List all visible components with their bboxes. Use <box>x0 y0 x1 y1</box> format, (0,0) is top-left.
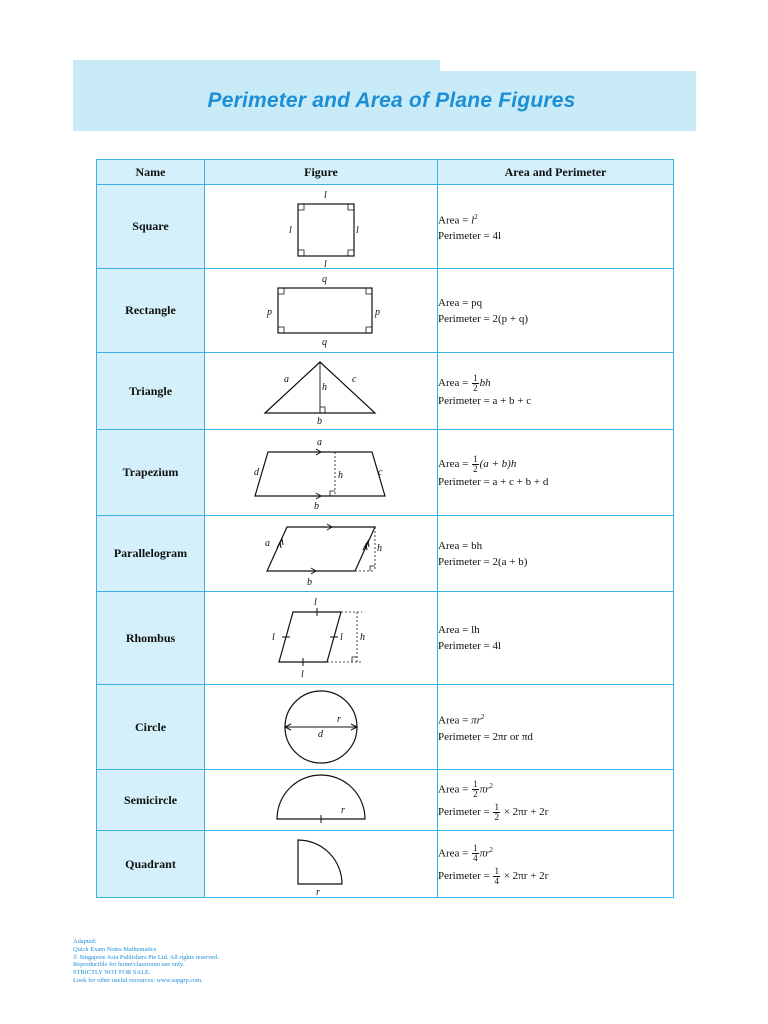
figure-trapezium <box>205 430 438 516</box>
shape-name: Quadrant <box>97 831 205 898</box>
area-formula: Area = $\pi r^2$ <box>438 713 485 727</box>
footer-line: STRICTLY NOT FOR SALE. <box>73 969 151 977</box>
table-row-rhombus <box>97 592 674 685</box>
label-r: r <box>337 714 341 725</box>
label-h: h <box>322 382 327 393</box>
label-c: c <box>378 466 383 478</box>
header-area-perimeter: Area and Perimeter <box>438 160 674 185</box>
header-row <box>97 160 674 185</box>
label-a: a <box>284 374 289 385</box>
label-a: a <box>317 436 322 448</box>
header-name: Name <box>97 160 205 185</box>
area-formula: Area = $\frac{1}{2}$ $\pi r^2$ <box>438 779 493 800</box>
label-right: p <box>375 306 380 318</box>
label-mid: l <box>340 632 343 643</box>
shape-name: Circle <box>97 685 205 770</box>
table-row-semicircle <box>97 770 674 831</box>
area-formula: Area = $l^2$ <box>438 212 478 227</box>
page-title: Perimeter and Area of Plane Figures <box>207 89 576 112</box>
formula-quadrant <box>438 831 674 898</box>
table-row-triangle <box>97 353 674 430</box>
formula-trapezium <box>438 430 674 516</box>
title-banner <box>73 71 696 131</box>
perimeter-formula: Perimeter = 2(p + q) <box>438 312 528 325</box>
perimeter-formula: Perimeter = 4l <box>438 640 502 652</box>
label-bottom: l <box>324 258 327 267</box>
perimeter-formula: Perimeter = 2πr or πd <box>438 730 533 743</box>
figure-quadrant <box>205 831 438 898</box>
label-d: d <box>318 729 323 740</box>
perimeter-formula: Perimeter = 4l <box>438 230 502 243</box>
footer-line: Quick Exam Notes Mathematics <box>73 945 157 953</box>
area-formula: Area = lh <box>438 624 480 636</box>
perimeter-formula: Perimeter = 2(a + b) <box>438 555 528 568</box>
figure-triangle <box>205 353 438 430</box>
label-b: b <box>314 500 319 512</box>
trapezium-diagram <box>246 433 396 513</box>
figure-parallelogram <box>205 516 438 592</box>
label-bottom: l <box>301 669 304 680</box>
label-r: r <box>341 805 345 816</box>
label-b: b <box>317 416 322 426</box>
formula-semicircle <box>438 770 674 831</box>
footer-credits <box>73 938 219 985</box>
label-h: h <box>338 469 343 481</box>
triangle-diagram <box>251 356 391 426</box>
figure-rhombus <box>205 592 438 685</box>
footer-line: Reproducible for home/classroom use only. <box>73 961 185 969</box>
formula-triangle <box>438 353 674 430</box>
label-left: l <box>289 224 292 236</box>
shape-name: Parallelogram <box>97 516 205 592</box>
shape-name: Semicircle <box>97 770 205 831</box>
table-row-square <box>97 185 674 269</box>
label-top: l <box>324 189 327 201</box>
perimeter-formula: Perimeter = $\frac{1}{4}$ × 2πr + 2r <box>438 866 549 887</box>
footer-line: © Singapore Asia Publishers Pte Ltd. All rights reserved. <box>73 953 219 961</box>
table-row-quadrant <box>97 831 674 898</box>
formula-table <box>96 159 674 898</box>
footer-line: Look for other useful resources: www.sapgrp.com. <box>73 976 203 984</box>
label-left: l <box>272 632 275 643</box>
footer-line: Adapted: <box>73 938 97 945</box>
figure-rectangle <box>205 269 438 353</box>
area-formula: Area = $\frac{1}{2}$ (a + b)h <box>438 454 517 474</box>
label-h: h <box>377 542 382 554</box>
label-c: c <box>352 374 357 385</box>
rhombus-diagram <box>251 594 391 682</box>
shape-name: Rhombus <box>97 592 205 685</box>
quadrant-diagram <box>286 832 356 896</box>
label-bottom: q <box>322 336 327 348</box>
rectangle-diagram <box>251 273 391 349</box>
area-formula: Area = bh <box>438 539 483 552</box>
label-a: a <box>265 537 270 549</box>
label-top: q <box>322 273 327 285</box>
parallelogram-diagram <box>251 518 391 590</box>
label-b: b <box>307 576 312 588</box>
formula-circle <box>438 685 674 770</box>
table-row-rectangle <box>97 269 674 353</box>
label-top: l <box>314 597 317 608</box>
shape-name: Trapezium <box>97 430 205 516</box>
figure-circle <box>205 685 438 770</box>
perimeter-formula: Perimeter = a + c + b + d <box>438 476 549 488</box>
shape-name: Triangle <box>97 353 205 430</box>
semicircle-diagram <box>261 771 381 829</box>
formula-parallelogram <box>438 516 674 592</box>
table-row-trapezium <box>97 430 674 516</box>
shape-name: Square <box>97 185 205 269</box>
formula-rhombus <box>438 592 674 685</box>
figure-semicircle <box>205 770 438 831</box>
perimeter-formula: Perimeter = a + b + c <box>438 394 532 407</box>
table-row-parallelogram <box>97 516 674 592</box>
header-figure: Figure <box>205 160 438 185</box>
table-row-circle <box>97 685 674 770</box>
formula-rectangle <box>438 269 674 353</box>
label-r: r <box>316 887 320 896</box>
square-diagram <box>261 187 381 267</box>
area-formula: Area = $\frac{1}{4}$ $\pi r^2$ <box>438 843 493 864</box>
label-left: p <box>267 306 272 318</box>
label-d: d <box>254 466 259 478</box>
circle-diagram <box>271 686 371 768</box>
area-formula: Area = pq <box>438 296 483 309</box>
label-h: h <box>360 632 365 643</box>
figure-square <box>205 185 438 269</box>
label-right: l <box>356 224 359 236</box>
perimeter-formula: Perimeter = $\frac{1}{2}$ × 2πr + 2r <box>438 802 549 823</box>
area-formula: Area = $\frac{1}{2}$ bh <box>438 372 491 393</box>
formula-square <box>438 185 674 269</box>
shape-name: Rectangle <box>97 269 205 353</box>
